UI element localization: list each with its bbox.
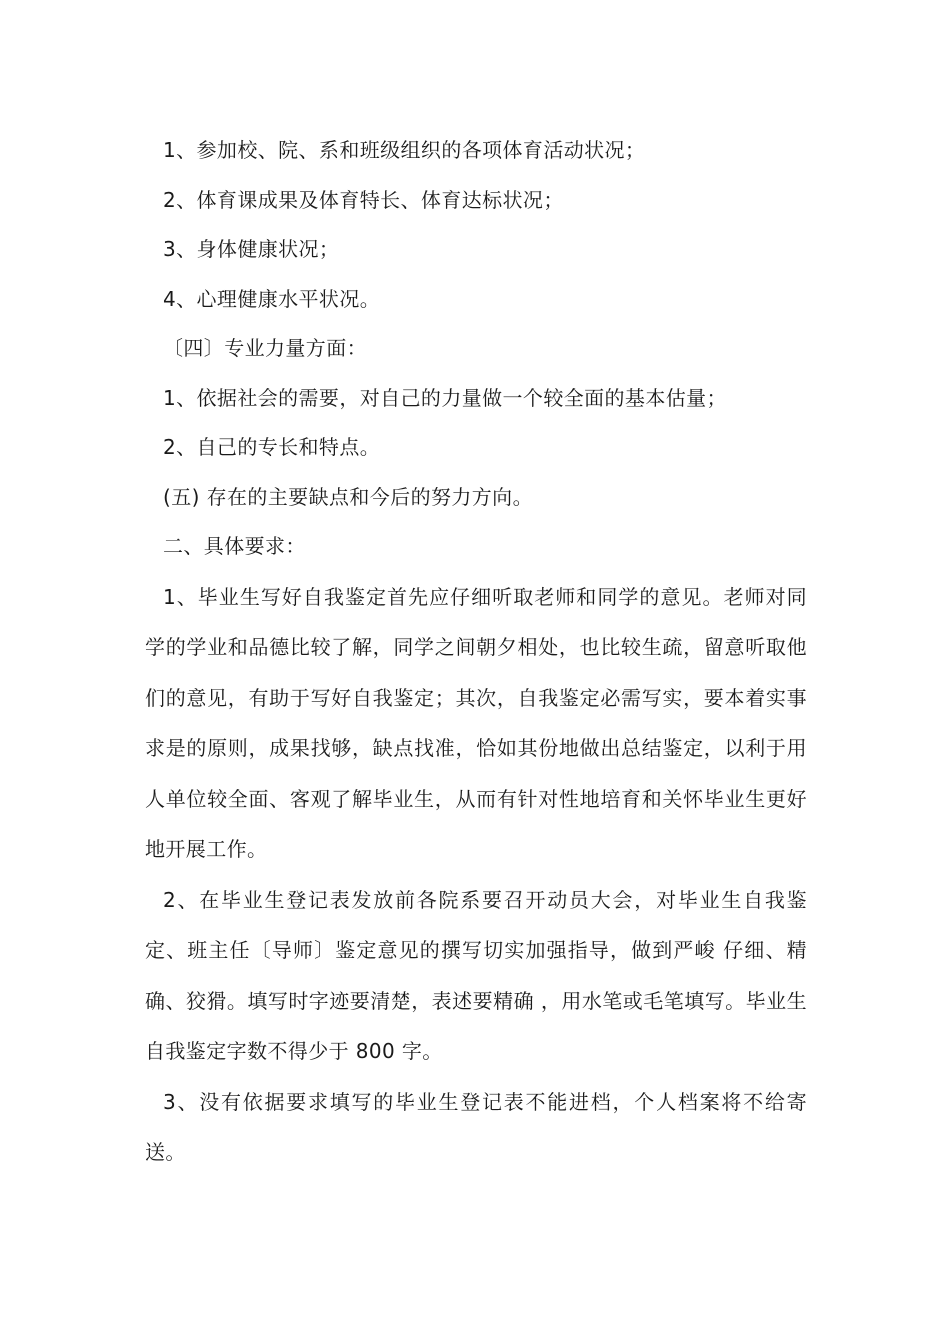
section-heading-requirements: 二、具体要求： (163, 534, 306, 558)
section-heading-shortcomings: (五) 存在的主要缺点和今后的努力方向。 (163, 484, 533, 509)
list-item-pe-results: 2、体育课成果及体育特长、体育达标状况； (163, 187, 564, 212)
section-heading-professional-ability: 〔四〕专业力量方面： (163, 336, 367, 360)
list-item-strengths: 2、自己的专长和特点。 (163, 435, 381, 459)
list-item-physical-health: 3、身体健康状况； (163, 237, 340, 261)
list-item-mental-health: 4、心理健康水平状况。 (163, 286, 381, 311)
requirement-paragraph-3: 3、没有依据要求填写的毕业生登记表不能进档，个人档案将不给寄送。 (145, 1089, 807, 1164)
requirement-paragraph-2: 2、在毕业生登记表发放前各院系要召开动员大会，对毕业生自我鉴定、班主任〔导师〕鉴定意见的撰写切实加强指导，做到严峻 仔细、精确、狡猾。填写时字迹要清楚，表述要精确 ，用水笔或毛笔填写。毕业生自我鉴定字数不得少于 800 字。 (145, 887, 807, 1063)
list-item-sports-activities: 1、参加校、院、系和班级组织的各项体育活动状况； (163, 138, 646, 162)
list-item-self-assessment: 1、依据社会的需要，对自己的力量做一个较全面的基本估量； (163, 385, 727, 410)
document-body (145, 126, 807, 1178)
requirement-paragraph-1: 1、毕业生写好自我鉴定首先应仔细听取老师和同学的意见。老师对同学的学业和品德比较了解，同学之间朝夕相处，也比较生疏，留意听取他们的意见，有助于写好自我鉴定；其次，自我鉴定必需写实，要本着实事求是的原则，成果找够，缺点找准，恰如其份地做出总结鉴定，以利于用人单位较全面、客观了解毕业生，从而有针对性地培育和关怀毕业生更好地开展工作。 (145, 584, 807, 861)
